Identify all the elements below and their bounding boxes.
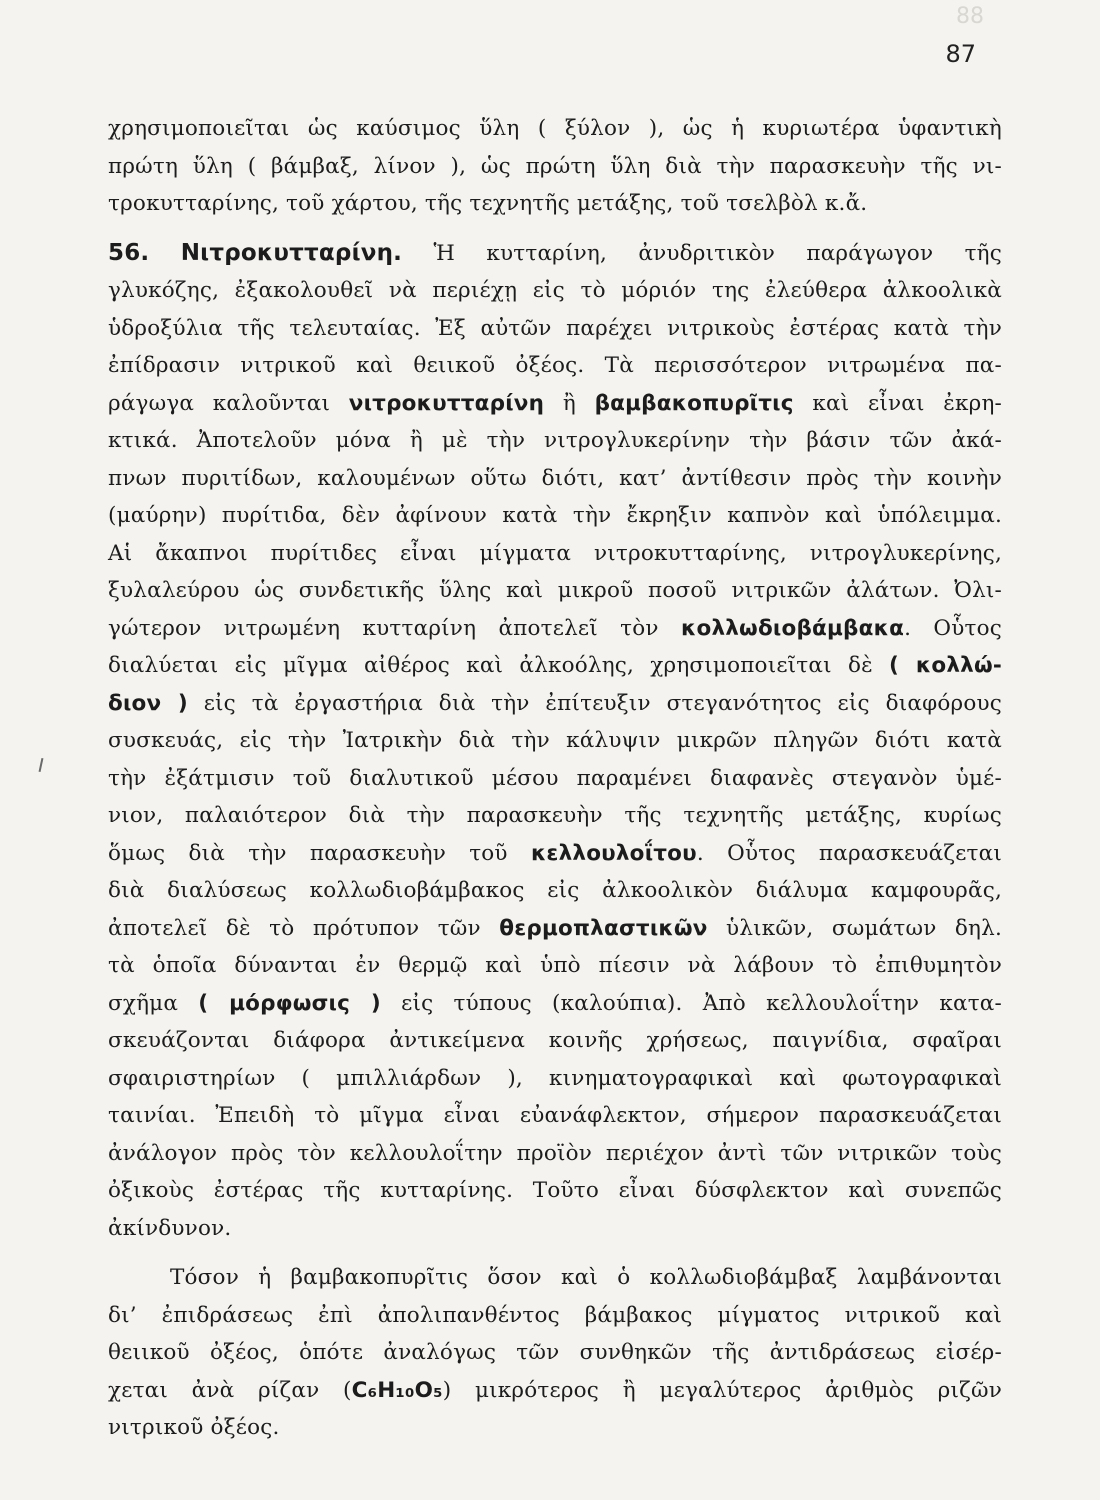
term-collodion-part1: ( κολλώ- xyxy=(889,653,1002,678)
text-line: Αἱ ἄκαπνοι πυρίτιδες εἶναι μίγματα νιτροκυτταρίνης, νιτρογλυκερίνης, xyxy=(108,540,1002,566)
text-span: εἰς τὰ ἐργαστήρια διὰ τὴν ἐπίτευξιν στεγανότητος εἰς διαφόρους xyxy=(187,690,1002,716)
text-line: γλυκόζης, ἐξακολουθεῖ νὰ περιέχῃ εἰς τὸ μόριόν της ἐλεύθερα ἀλκοολικὰ xyxy=(108,278,1002,303)
text-line: πνων πυριτίδων, καλουμένων οὕτω διότι, κατ’ ἀντίθεσιν πρὸς τὴν κοινὴν xyxy=(108,465,1002,491)
text-line: ἀνάλογον πρὸς τὸν κελλουλοΐτην προϊὸν περιέχον ἀντὶ τῶν νιτρικῶν τοὺς xyxy=(108,1140,1002,1166)
text-line xyxy=(108,1372,1002,1410)
text-line: ταινίαι. Ἐπειδὴ τὸ μῖγμα εἶναι εὐανάφλεκτον, σήμερον παρασκευάζεται xyxy=(108,1103,1002,1128)
text-span: ἢ xyxy=(544,390,595,416)
term-guncotton: βαμβακοπυρῖτις xyxy=(594,390,794,416)
text-line: δι’ ἐπιδράσεως ἐπὶ ἀπολιπανθέντος βάμβακος μίγματος νιτρικοῦ καὶ xyxy=(108,1302,1002,1328)
text-span: . Οὗτος xyxy=(904,615,1002,641)
text-line: διὰ διαλύσεως κολλωδιοβάμβακος εἰς ἀλκοολικὸν διάλυμα καμφουρᾶς, xyxy=(108,878,1002,903)
text-line: τὴν ἐξάτμισιν τοῦ διαλυτικοῦ μέσου παραμένει διαφανὲς στεγανὸν ὑμέ- xyxy=(108,765,1002,791)
text-line xyxy=(108,610,1002,648)
text-line: τροκυτταρίνης, τοῦ χάρτου, τῆς τεχνητῆς μετάξης, τοῦ τσελβὸλ κ.ἄ. xyxy=(108,191,868,216)
text-line: (μαύρην) πυρίτιδα, δὲν ἀφίνουν κατὰ τὴν ἔκρηξιν καπνὸν καὶ ὑπόλειμμα. xyxy=(108,503,1002,528)
section-heading-line xyxy=(108,235,1002,273)
chemical-formula: C₆H₁₀O₅ xyxy=(351,1377,443,1403)
text-line: ἐπίδρασιν νιτρικοῦ καὶ θειικοῦ ὀξέος. Τὰ περισσότερον νιτρωμένα πα- xyxy=(108,353,1002,378)
text-line: πρώτη ὕλη ( βάμβαξ, λίνον ), ὡς πρώτη ὕλη διὰ τὴν παρασκευὴν τῆς νι- xyxy=(108,153,1002,179)
term-celluloid: κελλουλοΐτου xyxy=(530,840,697,866)
text-line: Τόσον ἡ βαμβακοπυρῖτις ὅσον καὶ ὁ κολλωδιοβάμβαξ λαμβάνονται xyxy=(170,1265,1002,1290)
text-line: σφαιριστηρίων ( μπιλλιάρδων ), κινηματογραφικαὶ καὶ φωτογραφικαὶ xyxy=(108,1065,1002,1091)
text-span: ὑλικῶν, σωμάτων δηλ. xyxy=(707,915,1003,941)
text-line xyxy=(108,985,1002,1023)
section-title: Νιτροκυτταρίνη. xyxy=(180,239,403,266)
text-span: ράγωγα καλοῦνται xyxy=(108,390,349,416)
text-line: τὰ ὁποῖα δύνανται ἐν θερμῷ καὶ ὑπὸ πίεσιν νὰ λάβουν τὸ ἐπιθυμητὸν xyxy=(108,953,1002,978)
text-line: ἀκίνδυνον. xyxy=(108,1215,232,1241)
term-thermoplastic: θερμοπλαστικῶν xyxy=(499,915,708,941)
page-body xyxy=(108,110,1002,1447)
text-line: σκευάζονται διάφορα ἀντικείμενα κοινῆς χρήσεως, παιγνίδια, σφαῖραι xyxy=(108,1028,1002,1053)
text-line: νιτρικοῦ ὀξέος. xyxy=(108,1415,280,1440)
text-line xyxy=(108,835,1002,873)
text-span: . Οὗτος παρασκευάζεται xyxy=(696,840,1002,866)
text-span: ὅμως διὰ τὴν παρασκευὴν τοῦ xyxy=(108,840,531,866)
text-span: Ἡ κυτταρίνη, ἀνυδριτικὸν παράγωγον τῆς xyxy=(402,240,1002,266)
text-line: νιον, παλαιότερον διὰ τὴν παρασκευὴν τῆς τεχνητῆς μετάξης, κυρίως xyxy=(108,803,1002,828)
text-span: σχῆμα xyxy=(108,990,199,1016)
text-line xyxy=(108,647,1002,685)
term-collodion-part2: διον ) xyxy=(108,690,188,716)
text-line: κτικά. Ἀποτελοῦν μόνα ἢ μὲ τὴν νιτρογλυκερίνην τὴν βάσιν τῶν ἀκά- xyxy=(108,428,1002,453)
text-line: ξυλαλεύρου ὡς συνδετικῆς ὕλης καὶ μικροῦ ποσοῦ νιτρικῶν ἀλάτων. Ὀλι- xyxy=(108,578,1002,603)
text-line: ὀξικοὺς ἐστέρας τῆς κυτταρίνης. Τοῦτο εἶναι δύσφλεκτον καὶ συνεπῶς xyxy=(108,1178,1002,1203)
text-span: ἀποτελεῖ δὲ τὸ πρότυπον τῶν xyxy=(108,915,500,941)
text-span: εἰς τύπους (καλούπια). Ἀπὸ κελλουλοΐτην κατα- xyxy=(380,990,1002,1016)
text-line xyxy=(108,685,1002,723)
section-number: 56. xyxy=(108,239,150,266)
text-span: γώτερον νιτρωμένη κυτταρίνη ἀποτελεῖ τὸν xyxy=(108,615,681,641)
term-moulding: ( μόρφωσις ) xyxy=(198,990,381,1016)
page-number: 87 xyxy=(945,40,976,68)
text-line: ὑδροξύλια τῆς τελευταίας. Ἐξ αὐτῶν παρέχει νιτρικοὺς ἐστέρας κατὰ τὴν xyxy=(108,315,1002,341)
text-line xyxy=(108,910,1002,948)
text-line: θειικοῦ ὀξέος, ὁπότε ἀναλόγως τῶν συνθηκῶν τῆς ἀντιδράσεως εἰσέρ- xyxy=(108,1340,1002,1365)
text-line: συσκευάς, εἰς τὴν Ἰατρικὴν διὰ τὴν κάλυψιν μικρῶν πληγῶν διότι κατὰ xyxy=(108,728,1002,753)
term-collodion-cotton: κολλωδιοβάμβακα xyxy=(681,615,905,641)
text-span: ) μικρότερος ἢ μεγαλύτερος ἀριθμὸς ριζῶν xyxy=(442,1377,1002,1403)
ghost-page-number: 88 xyxy=(956,4,984,29)
text-line xyxy=(108,385,1002,423)
text-span: χεται ἀνὰ ρίζαν ( xyxy=(108,1377,352,1403)
text-line: χρησιμοποιεῖται ὡς καύσιμος ὕλη ( ξύλον ), ὡς ἡ κυριωτέρα ὑφαντικὴ xyxy=(108,116,1002,141)
text-span: καὶ εἶναι ἐκρη- xyxy=(793,390,1002,416)
stray-mark xyxy=(39,758,44,772)
term-nitrocellulose: νιτροκυτταρίνη xyxy=(348,390,545,416)
text-span: διαλύεται εἰς μῖγμα αἰθέρος καὶ ἀλκοόλης, χρησιμοποιεῖται δὲ xyxy=(108,653,890,678)
